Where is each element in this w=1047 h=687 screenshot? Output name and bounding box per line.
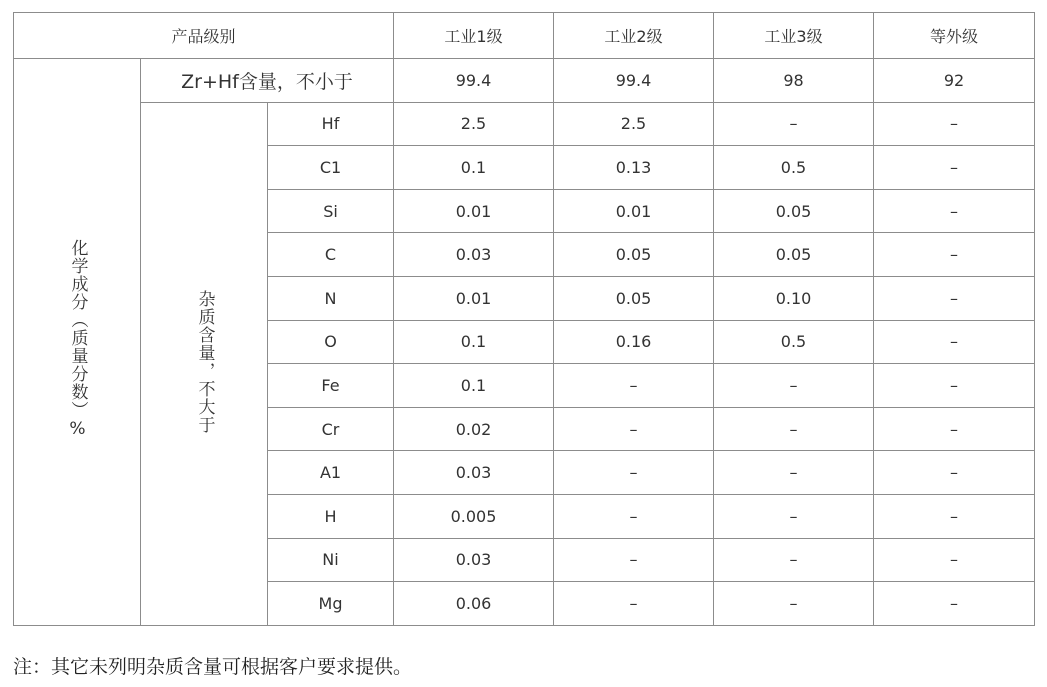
value-cell: 0.05 [714,189,874,233]
value-cell: – [554,407,714,451]
element-cell: Si [268,189,394,233]
value-cell: 0.05 [554,233,714,277]
footnote: 注：其它未列明杂质含量可根据客户要求提供。 [13,656,413,678]
element-cell: Mg [268,582,394,626]
main-component-label: Zr+Hf含量，不小于 [141,59,394,103]
element-cell: Cr [268,407,394,451]
value-cell: 0.16 [554,320,714,364]
value-cell: 0.05 [714,233,874,277]
value-cell: 0.01 [394,276,554,320]
value-cell: – [874,494,1035,538]
element-cell: Ni [268,538,394,582]
element-cell: O [268,320,394,364]
value-cell: 0.1 [394,364,554,408]
value-cell: – [874,582,1035,626]
value-cell: 0.1 [394,320,554,364]
value-cell: – [714,494,874,538]
value-cell: 0.03 [394,538,554,582]
element-cell: Fe [268,364,394,408]
main-component-value: 99.4 [394,59,554,103]
value-cell: – [874,233,1035,277]
value-cell: – [714,582,874,626]
main-component-value: 98 [714,59,874,103]
header-row [14,13,1035,59]
value-cell: – [874,102,1035,146]
value-cell: 0.5 [714,320,874,364]
value-cell: – [714,102,874,146]
element-cell: H [268,494,394,538]
chemical-composition-table [13,12,1035,626]
value-cell: 0.02 [394,407,554,451]
impurity-row [14,102,1035,146]
value-cell: 0.06 [394,582,554,626]
value-cell: – [874,451,1035,495]
value-cell: 2.5 [394,102,554,146]
main-component-value: 99.4 [554,59,714,103]
grade-3-header: 工业3级 [714,13,874,59]
value-cell: – [874,407,1035,451]
element-cell: C [268,233,394,277]
value-cell: – [554,582,714,626]
value-cell: – [554,538,714,582]
value-cell: 0.1 [394,146,554,190]
value-cell: – [874,364,1035,408]
main-component-value: 92 [874,59,1035,103]
grade-offgrade-header: 等外级 [874,13,1035,59]
value-cell: – [874,538,1035,582]
value-cell: – [554,451,714,495]
value-cell: – [874,320,1035,364]
value-cell: 2.5 [554,102,714,146]
value-cell: – [874,146,1035,190]
element-cell: N [268,276,394,320]
value-cell: 0.005 [394,494,554,538]
value-cell: 0.03 [394,233,554,277]
impurity-label: 杂质含量，不大于 [194,289,215,434]
value-cell: – [714,451,874,495]
value-cell: 0.05 [554,276,714,320]
value-cell: 0.03 [394,451,554,495]
grade-header-cell: 产品级别 [14,13,394,59]
value-cell: 0.01 [394,189,554,233]
value-cell: 0.10 [714,276,874,320]
value-cell: 0.01 [554,189,714,233]
value-cell: – [714,407,874,451]
element-cell: A1 [268,451,394,495]
impurity-label-cell [141,102,268,625]
grade-2-header: 工业2级 [554,13,714,59]
value-cell: – [874,189,1035,233]
section-label: 化学成分（质量分数）% [67,239,88,441]
value-cell: 0.13 [554,146,714,190]
value-cell: – [874,276,1035,320]
main-component-row [14,59,1035,103]
element-cell: C1 [268,146,394,190]
value-cell: 0.5 [714,146,874,190]
grade-1-header: 工业1级 [394,13,554,59]
value-cell: – [714,538,874,582]
element-cell: Hf [268,102,394,146]
value-cell: – [554,494,714,538]
value-cell: – [714,364,874,408]
section-label-cell [14,59,141,626]
value-cell: – [554,364,714,408]
